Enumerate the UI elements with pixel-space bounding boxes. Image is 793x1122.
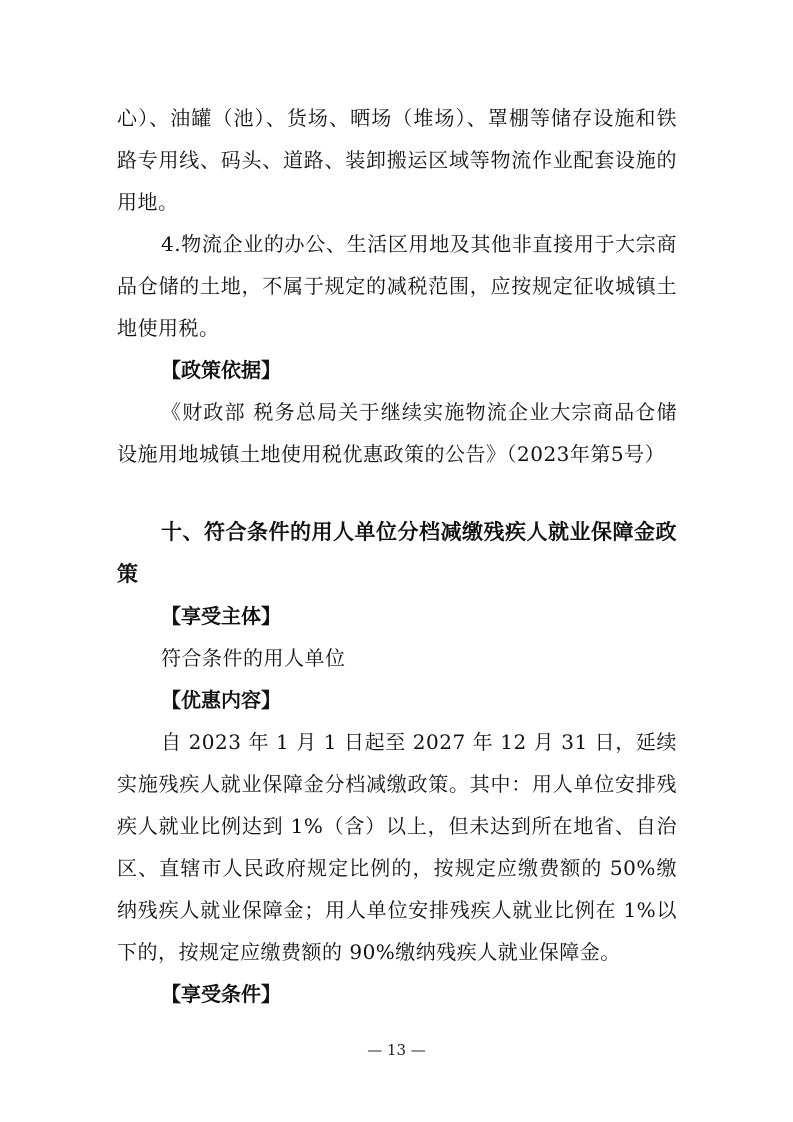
paragraph-item-4: 4.物流企业的办公、生活区用地及其他非直接用于大宗商品仓储的土地，不属于规定的减税范围，应按规定征收城镇土地使用税。	[117, 232, 677, 340]
heading-policy-basis: 【政策依据】	[161, 358, 281, 382]
heading-beneficiary: 【享受主体】	[161, 604, 281, 628]
heading-benefit-content: 【优惠内容】	[161, 688, 281, 712]
page-number: — 13 —	[367, 1041, 426, 1059]
paragraph-policy-basis: 《财政部 税务总局关于继续实施物流企业大宗商品仓储设施用地城镇土地使用税优惠政策的公告》（2023年第5号）	[117, 400, 677, 466]
paragraph-storage-facilities: 心）、油罐（池）、货场、晒场（堆场）、罩棚等储存设施和铁路专用线、码头、道路、装卸搬运区域等物流作业配套设施的用地。	[117, 106, 677, 214]
heading-conditions: 【享受条件】	[161, 982, 281, 1006]
document-page	[117, 97, 677, 1015]
paragraph-benefit-content: 自 2023 年 1 月 1 日起至 2027 年 12 月 31 日，延续实施残疾人就业保障金分档减缴政策。其中：用人单位安排残疾人就业比例达到 1%（含）以上，但未达到所在地省、自治区、直辖市人民政府规定比例的，按规定应缴费额的 50%缴纳残疾人就业保障金；用人单位安排残疾人就业比例在 1%以下的，按规定应缴费额的 90%缴纳残疾人就业保障金。	[117, 730, 677, 964]
section-title-ten: 十、符合条件的用人单位分档减缴残疾人就业保障金政策	[117, 520, 677, 586]
paragraph-beneficiary: 符合条件的用人单位	[161, 646, 346, 670]
